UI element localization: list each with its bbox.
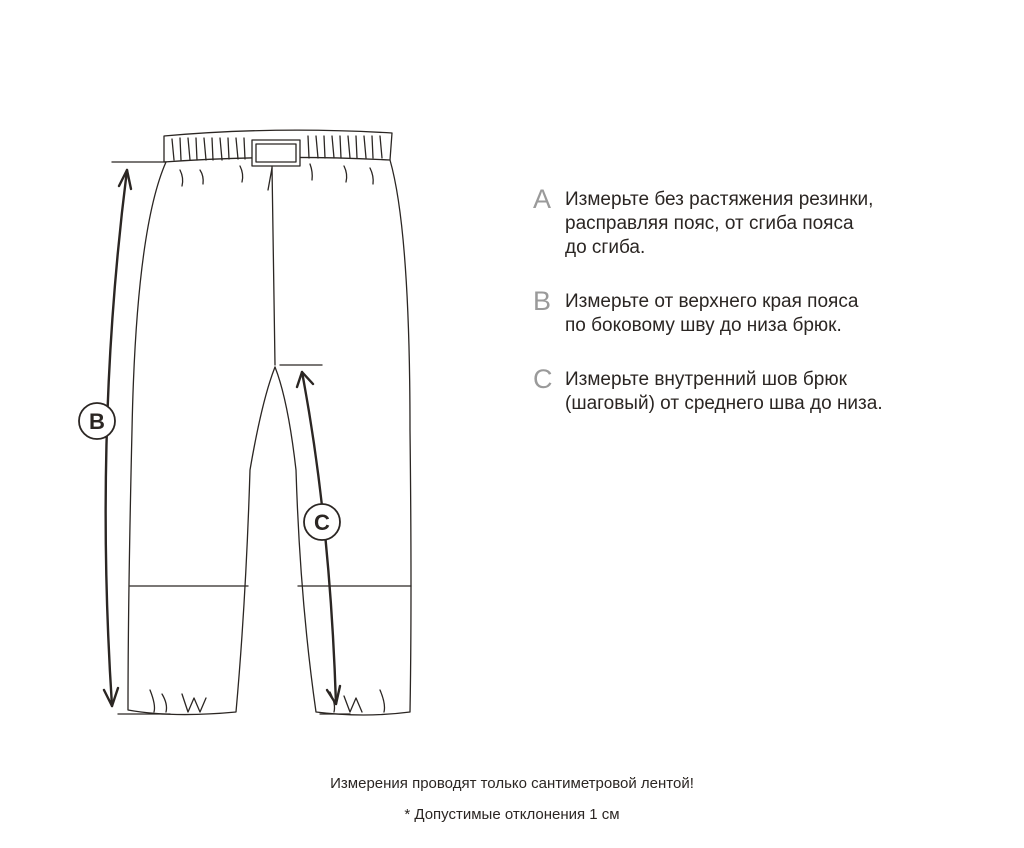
tolerance-note: * Допустимые отклонения 1 см (404, 806, 620, 823)
b-measure-line (106, 170, 127, 706)
instruction-c (533, 364, 993, 416)
instruction-text: Измерьте от верхнего края пояса по боковому шву до низа брюк. (565, 291, 859, 336)
measurement-note: Измерения проводят только сантиметровой лентой! (330, 775, 694, 792)
center-seam (272, 166, 275, 365)
right-leg-outline (275, 160, 411, 715)
instruction-text: Измерьте внутренний шов брюк (шаговый) от среднего шва до низа. (565, 369, 883, 414)
instruction-b (533, 286, 993, 338)
instruction-letter: C (533, 364, 553, 394)
instruction-text: Измерьте без растяжения резинки, расправляя пояс, от сгиба пояса до сгиба. (565, 189, 874, 258)
label-b: B (89, 409, 105, 434)
instruction-letter: A (533, 184, 552, 214)
instructions-list (533, 184, 993, 446)
instruction-a (533, 184, 993, 260)
label-b-circle (79, 403, 115, 439)
left-leg-outline (128, 162, 275, 715)
instruction-letter: B (533, 286, 552, 316)
label-c: C (314, 510, 330, 535)
label-c-circle (304, 504, 340, 540)
